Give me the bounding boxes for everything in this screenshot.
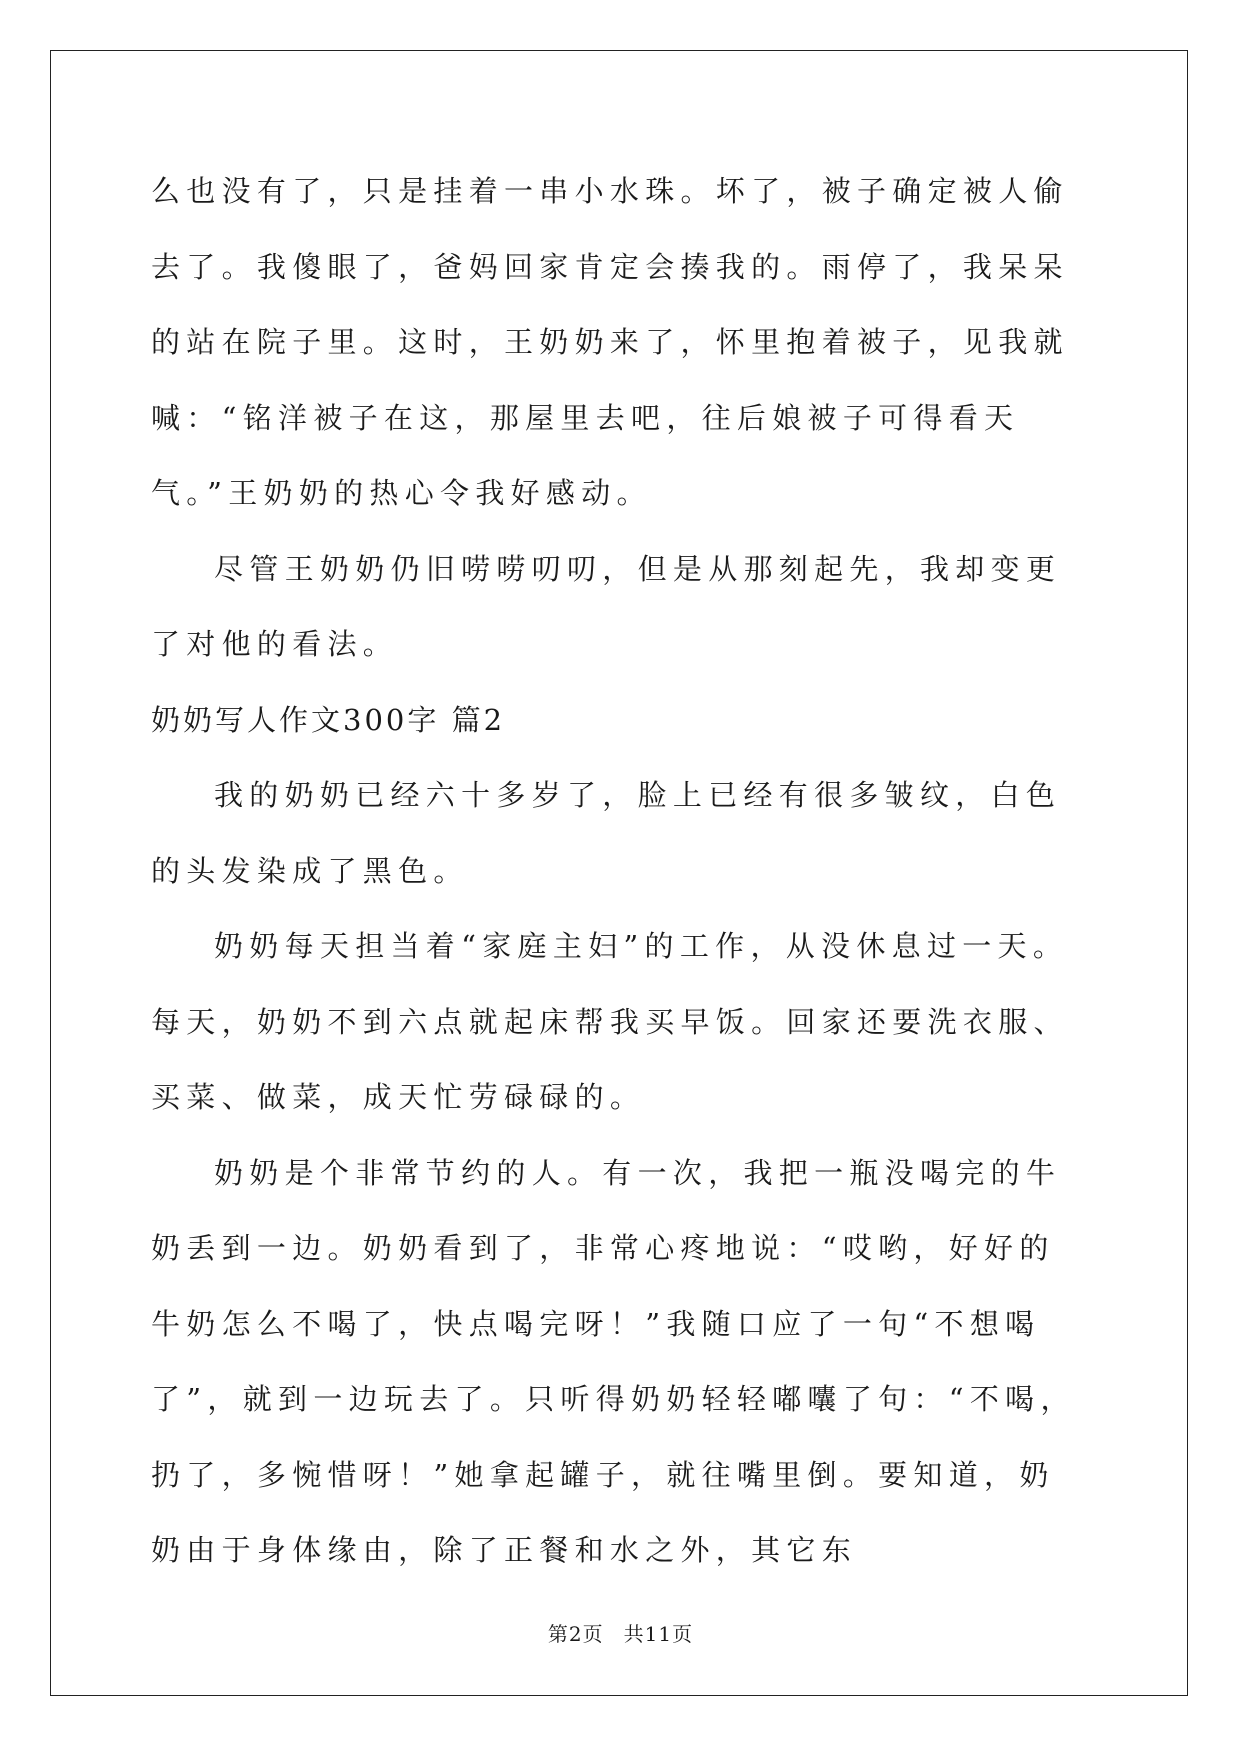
paragraph: 么也没有了，只是挂着一串小水珠。坏了，被子确定被人偷去了。我傻眼了，爸妈回家肯定会揍我的。雨停了，我呆呆的站在院子里。这时，王奶奶来了，怀里抱着被子，见我就喊：“铭洋被子在这，那屋里去吧，往后娘被子可得看天气。”王奶奶的热心令我好感动。 (151, 174, 1069, 510)
page-number: 第2页 (547, 1622, 604, 1646)
paragraph: 尽管王奶奶仍旧唠唠叨叨，但是从那刻起先，我却变更了对他的看法。 (151, 551, 1062, 661)
paragraph: 奶奶是个非常节约的人。有一次，我把一瓶没喝完的牛奶丢到一边。奶奶看到了，非常心疼地说：“哎哟，好好的牛奶怎么不喝了，快点喝完呀！”我随口应了一句“不想喝了”，就到一边玩去了。只听得奶奶轻轻嘟囔了句：“不喝，扔了，多惋惜呀！”她拿起罐子，就往嘴里倒。要知道，奶奶由于身体缘由，除了正餐和水之外，其它东 (151, 1155, 1076, 1567)
page-footer (0, 1618, 1241, 1647)
paragraph: 奶奶每天担当着“家庭主妇”的工作，从没休息过一天。每天，奶奶不到六点就起床帮我买早饭。回家还要洗衣服、买菜、做菜，成天忙劳碌碌的。 (151, 929, 1069, 1114)
page-total: 共11页 (623, 1622, 694, 1646)
document-body (151, 154, 1086, 1589)
section-heading: 奶奶写人作文300字 篇2 (151, 702, 506, 737)
paragraph: 我的奶奶已经六十多岁了，脸上已经有很多皱纹，白色的头发染成了黑色。 (151, 778, 1062, 888)
